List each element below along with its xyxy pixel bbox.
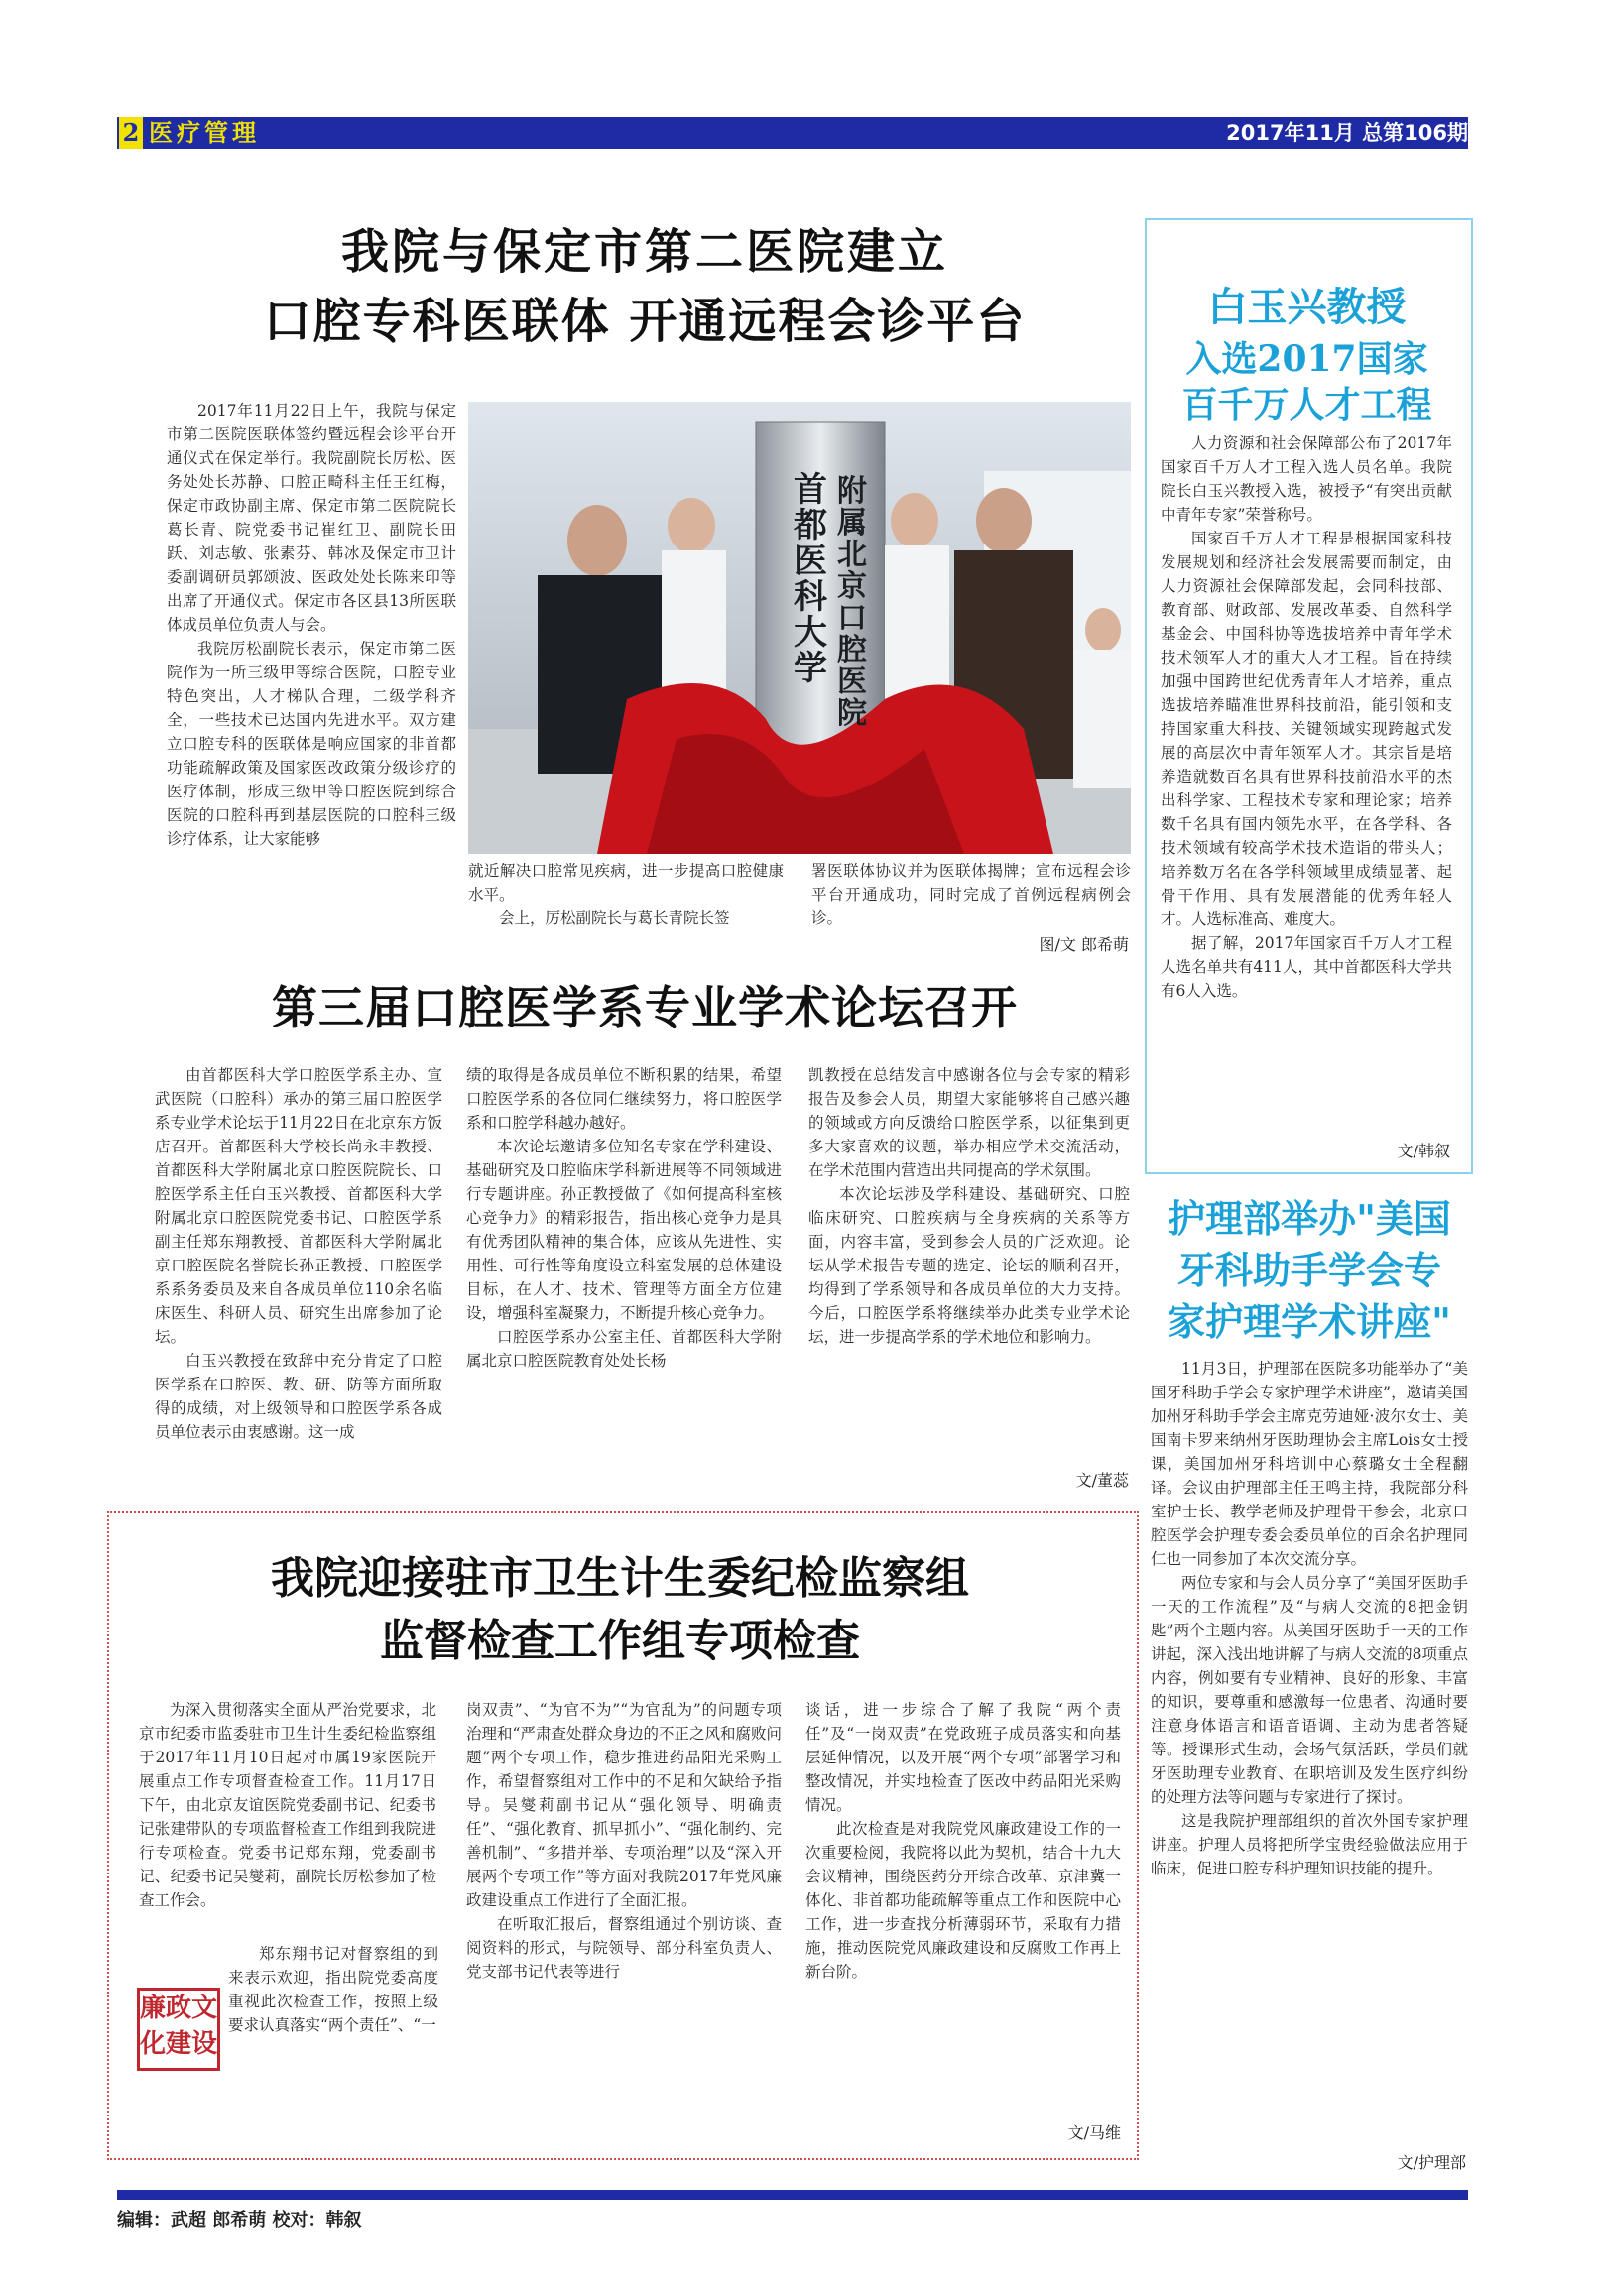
sidebar1-paragraph: 据了解，2017年国家百千万人才工程人选名单共有411人，其中首都医科大学共有6人入选。	[1161, 934, 1452, 1000]
anti-corruption-seal	[137, 1988, 220, 2071]
section-title: 医疗管理	[149, 118, 260, 147]
article2-col3	[808, 1063, 1130, 1349]
article1-title-line2: 口腔专科医联体 开通远程会诊平台	[263, 294, 1027, 349]
article3-title-line2: 监督检查工作组专项检查	[380, 1616, 860, 1666]
article3-col1-bottom	[228, 1942, 438, 2037]
article3-paragraph: 谈话，进一步综合了解了我院“两个责任”及“一岗双责”在党政班子成员落实和向基层延伸情况，以及开展“两个专项”部署学习和整改情况，并实地检查了医改中药品阳光采购情况。	[805, 1701, 1121, 1814]
sidebar1-title-line2: 入选2017国家	[1185, 338, 1428, 380]
plaque-text-left: 附属北京口腔医院	[837, 474, 867, 731]
article3-col1-top	[139, 1698, 436, 1912]
sidebar1-paragraph: 国家百千万人才工程是根据国家科技发展规划和经济社会发展需要而制定，由人力资源社会保障部发起，会同科技部、教育部、财政部、发展改革委、自然科学基金会、中国科协等选拔培养中青年学术技术领军人才的重大人才工程。旨在持续加强中国跨世纪优秀青年人才培养，重点选拔培养瞄准世界科技前沿，能引领和支持国家重大科技、关键领域实现跨越式发展的高层次中青年领军人才。其宗旨是培养造就数百名具有世界科技前沿水平的杰出科学家、工程技术专家和理论家；培养数千名具有国内领先水平，在各学科、各技术领域有较高学术技术造诣的带头人；培养数万名在各学科领域里成绩显著、起骨干作用、具有发展潜能的优秀年轻人才。人选标准高、难度大。	[1161, 530, 1452, 928]
plaque-text-right: 首都医科大学	[794, 470, 827, 688]
article1-bottom-col1	[468, 859, 784, 930]
article2-paragraph: 本次论坛涉及学科建设、基础研究、口腔临床研究、口腔疾病与全身疾病的关系等方面，内容丰富，受到参会人员的广泛欢迎。论坛从学术报告专题的选定、论坛的顺利召开，均得到了学系领导和各成员单位的大力支持。今后，口腔医学系将继续举办此类专业学术论坛，进一步提高学系的学术地位和影响力。	[808, 1185, 1130, 1346]
article2-col2	[466, 1063, 782, 1373]
sidebar2-body	[1151, 1357, 1468, 1880]
footer-credits: 编辑：武超 郎希萌 校对：韩叙	[117, 2210, 362, 2231]
sidebar2-paragraph: 两位专家和与会人员分享了“美国牙医助手一天的工作流程”及“与病人交流的8把金钥匙”两个主题内容。从美国牙医助手一天的工作讲起，深入浅出地讲解了与病人交流的8项重点内容，例如要有专业精神、良好的形象、丰富的知识，要尊重和感激每一位患者、沟通时要注意身体语言和语音语调、主动为患者答疑等。授课形式生动，会场气氛活跃，学员们就牙医助理专业教育、在职培训及发生医疗纠纷的处理方法等问题与专家进行了探讨。	[1151, 1574, 1468, 1806]
article2-paragraph: 凯教授在总结发言中感谢各位与会专家的精彩报告及参会人员，期望大家能够将自己感兴趣的领域或方向反馈给口腔医学系，以征集到更多大家喜欢的议题，举办相应学术交流活动，在学术范围内营造出共同提高的学术氛围。	[808, 1066, 1130, 1179]
article3-col3	[805, 1698, 1121, 1984]
sidebar1-title-line1: 白玉兴教授	[1207, 284, 1407, 330]
sidebar2-paragraph: 这是我院护理部组织的首次外国专家护理讲座。护理人员将把所学宝贵经验做法应用于临床，促进口腔专科护理知识技能的提升。	[1151, 1812, 1468, 1877]
ceremony-photo	[468, 402, 1131, 854]
article1-paragraph: 我院厉松副院长表示，保定市第二医院作为一所三级甲等综合医院，口腔专业特色突出，人才梯队合理，二级学科齐全，一些技术已达国内先进水平。双方建立口腔专科的医联体是响应国家的非首都功能疏解政策及国家医改政策分级诊疗的医疗体制，形成三级甲等口腔医院到综合医院的口腔科再到基层医院的口腔科三级诊疗体系，让大家能够	[167, 640, 456, 848]
article3-col2	[466, 1698, 782, 1984]
article2-paragraph: 由首都医科大学口腔医学系主办、宣武医院（口腔科）承办的第三届口腔医学系专业学术论坛于11月22日在北京东方饭店召开。首都医科大学校长尚永丰教授、首都医科大学附属北京口腔医院院长、口腔医学系主任白玉兴教授、首都医科大学附属北京口腔医院党委书记、口腔医学系副主任郑东翔教授、首都医科大学附属北京口腔医院名誉院长孙正教授、口腔医学系系务委员及来自各成员单位110余名临床医生、科研人员、研究生出席参加了论坛。	[155, 1066, 442, 1346]
footer-bar	[117, 2190, 1468, 2200]
article1-title-line1: 我院与保定市第二医院建立	[340, 224, 948, 280]
article2-col1	[155, 1063, 442, 1444]
article1-byline: 图/文 郎希萌	[1039, 935, 1129, 954]
article2-paragraph: 绩的取得是各成员单位不断积累的结果，希望口腔医学系的各位同仁继续努力，将口腔医学系和口腔学科越办越好。	[466, 1066, 782, 1132]
article3-paragraph: 岗双责”、“为官不为”“为官乱为”的问题专项治理和“严肃查处群众身边的不正之风和腐败问题”两个专项工作，稳步推进药品阳光采购工作，希望督察组对工作中的不足和欠缺给予指导。吴燮莉副书记从“强化领导、明确责任”、“强化教育、抓早抓小”、“强化制约、完善机制”、“多措并举、专项治理”以及“深入开展两个专项工作”等方面对我院2017年党风廉政建设重点工作进行了全面汇报。	[466, 1701, 782, 1909]
sidebar2-byline: 文/护理部	[1397, 2153, 1466, 2172]
article1-paragraph: 2017年11月22日上午，我院与保定市第二医院医联体签约暨远程会诊平台开通仪式在保定举行。我院副院长厉松、医务处处长苏静、口腔正畸科主任王红梅，保定市政协副主席、保定市第二医院院长葛长青、院党委书记崔红卫、副院长田跃、刘志敏、张素芬、韩冰及保定市卫计委副调研员郭颂波、医政处处长陈来印等出席了开通仪式。保定市各区县13所医联体成员单位负责人与会。	[167, 402, 456, 634]
article1-paragraph: 会上，厉松副院长与葛长青院长签	[499, 909, 730, 927]
article1-bottom-col2	[811, 859, 1131, 930]
article2-title: 第三届口腔医学系专业学术论坛召开	[272, 981, 1018, 1034]
seal-text: 廉政文化建设	[140, 1994, 218, 2059]
article3-paragraph: 为深入贯彻落实全面从严治党要求，北京市纪委市监委驻市卫生计生委纪检监察组于2017年11月10日起对市属19家医院开展重点工作专项督查检查工作。11月17日下午，由北京友谊医院党委副书记、纪委书记张建带队的专项监督检查工作组到我院进行专项检查。党委书记郑东翔，党委副书记、纪委书记吴燮莉，副院长厉松参加了检查工作会。	[139, 1701, 436, 1909]
article2-paragraph: 白玉兴教授在致辞中充分肯定了口腔医学系在口腔医、教、研、防等方面所取得的成绩，对上级领导和口腔医学系各成员单位表示由衷感谢。这一成	[155, 1352, 442, 1441]
article3-byline: 文/马维	[1067, 2123, 1121, 2142]
sidebar2-title-line2: 牙科助手学会专	[1176, 1248, 1441, 1292]
article1-left-column	[167, 399, 456, 944]
article2-paragraph: 本次论坛邀请多位知名专家在学科建设、基础研究及口腔临床学科新进展等不同领域进行专题讲座。孙正教授做了《如何提高科室核心竞争力》的精彩报告，指出核心竞争力是具有优秀团队精神的集合体，应该从先进性、实用性、可行性等角度设立科室发展的总体建设目标，在人才、技术、管理等方面全方位建设，增强科室凝聚力，不断提升核心竞争力。	[466, 1138, 782, 1322]
article3-paragraph: 此次检查是对我院党风廉政建设工作的一次重要检阅，我院将以此为契机，结合十九大会议精神，围绕医药分开综合改革、京津冀一体化、非首都功能疏解等重点工作和医院中心工作，进一步查找分析薄弱环节，采取有力措施，推动医院党风廉政建设和反腐败工作再上新台阶。	[805, 1820, 1121, 1981]
sidebar1-title-line3: 百千万人才工程	[1181, 384, 1432, 425]
sidebar1-paragraph: 人力资源和社会保障部公布了2017年国家百千万人才工程入选人员名单。我院院长白玉兴教授入选，被授予“有突出贡献中青年专家”荣誉称号。	[1161, 434, 1452, 524]
ceremony-photo-illustration	[468, 402, 1131, 854]
issue-info: 2017年11月 总第106期	[1226, 121, 1468, 145]
sidebar2-title-line3: 家护理学术讲座"	[1168, 1299, 1451, 1344]
sidebar2-title-line1: 护理部举办"美国	[1168, 1196, 1451, 1241]
article2-byline: 文/董蕊	[1075, 1471, 1129, 1490]
article3-paragraph: 郑东翔书记对督察组的到来表示欢迎，指出院党委高度重视此次检查工作，按照上级要求认真落实“两个责任”、“一	[228, 1945, 438, 2034]
page-number: 2	[119, 117, 143, 149]
sidebar2-paragraph: 11月3日，护理部在医院多功能举办了“美国牙科助手学会专家护理学术讲座”，邀请美国加州牙科助手学会主席克劳迪娅·波尔女士、美国南卡罗来纳州牙医助理协会主席Lois女士授课，美国加州牙科培训中心蔡璐女士全程翻译。会议由护理部主任王鸣主持，我院部分科室护士长、教学老师及护理骨干参会，北京口腔医学会护理专委会委员单位的百余名护理同仁也一同参加了本次交流分享。	[1151, 1360, 1468, 1568]
article2-paragraph: 口腔医学系办公室主任、首都医科大学附属北京口腔医院教育处处长杨	[466, 1328, 782, 1370]
sidebar1-body	[1161, 431, 1452, 1003]
article1-paragraph: 署医联体协议并为医联体揭牌；宣布远程会诊平台开通成功，同时完成了首例远程病例会诊。	[811, 862, 1131, 927]
sidebar1-byline: 文/韩叙	[1397, 1142, 1450, 1160]
article3-paragraph: 在听取汇报后，督察组通过个别访谈、查阅资料的形式，与院领导、部分科室负责人、党支部书记代表等进行	[466, 1915, 782, 1981]
article3-title-line1: 我院迎接驻市卫生计生委纪检监察组	[271, 1553, 969, 1604]
article1-paragraph: 就近解决口腔常见疾病，进一步提高口腔健康水平。	[468, 862, 784, 904]
